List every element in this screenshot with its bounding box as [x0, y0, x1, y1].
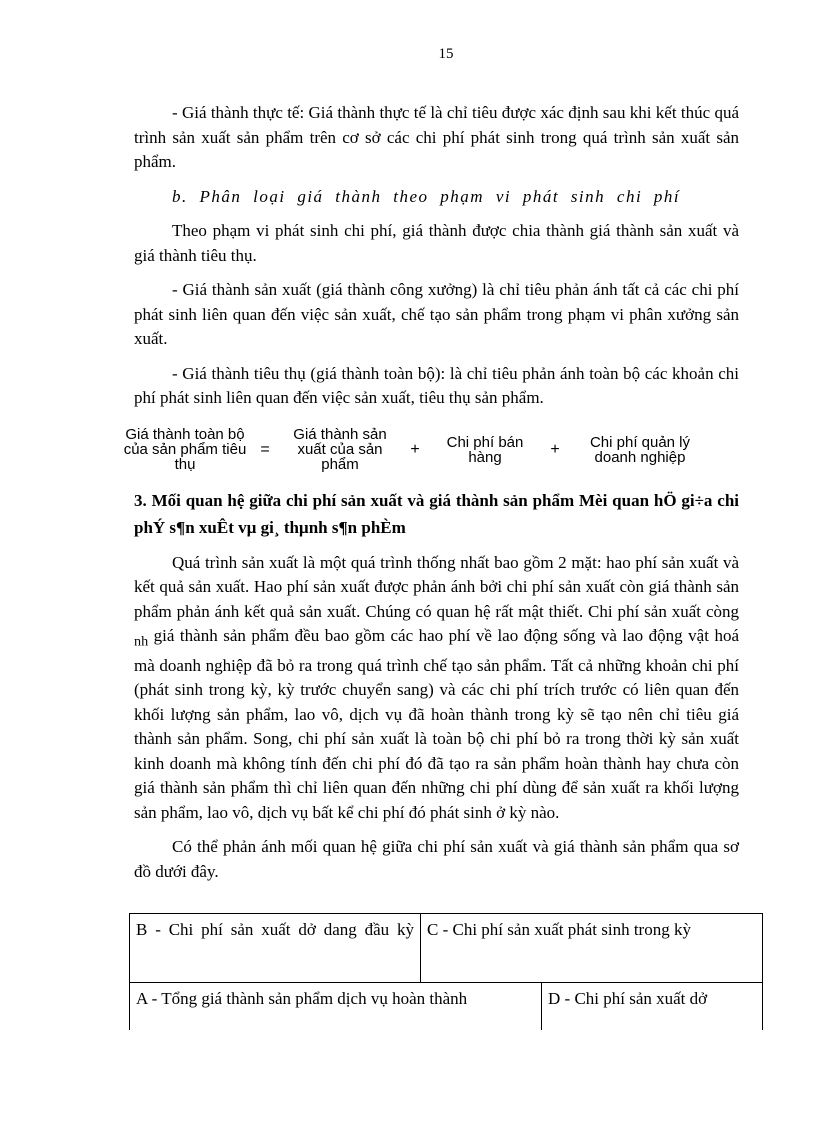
paragraph-production-cost: - Giá thành sản xuất (giá thành công xưởng) là chỉ tiêu phản ánh tất cả các chi phí phát sinh liên quan đến việc sản xuất, chế tạo sản phẩm trong phạm vi phân xưởng sản xuất.: [134, 280, 739, 348]
cost-diagram: [129, 913, 763, 1030]
paragraph-relationship: [134, 551, 739, 826]
subheading-b: b. Phân loại giá thành theo phạm vi phát sinh chi phí: [172, 186, 681, 206]
diagram-cell-d: D - Chi phí sản xuất dở: [541, 982, 763, 1030]
paragraph-text: Quá trình sản xuất là một quá trình thống nhất bao gồm 2 mặt: hao phí sản xuất và kết quả sản xuất. Hao phí sản xuất được phản ánh bởi chi phí sản xuất còn giá thành sản phẩm phản ánh kết quả sản xuất. Chúng có quan hệ rất mật thiết. Chi phí sản xuất còng: [134, 552, 739, 621]
document-body: [123, 101, 739, 884]
paragraph-total-cost: - Giá thành tiêu thụ (giá thành toàn bộ): là chỉ tiêu phản ánh toàn bộ các khoản chi phí phát sinh liên quan đến việc sản xuất, tiêu thụ sản phẩm.: [134, 363, 739, 407]
cost-formula: [123, 421, 739, 479]
section-heading: 3. Mối quan hệ giữa chi phí sản xuất và giá thành sản phẩm Mèi quan hÖ gi÷a chi phÝ s¶n xuÊt vµ gi¸ thµnh s¶n phÈm: [134, 490, 739, 537]
diagram-cell-b: B - Chi phí sản xuất dở dang đầu kỳ: [129, 913, 421, 983]
diagram-cell-a: A - Tổng giá thành sản phẩm dịch vụ hoàn thành: [129, 982, 542, 1030]
subscript-text: nh: [134, 633, 149, 650]
paragraph-text: giá thành sản phẩm đều bao gồm các hao phí về lao động sống và lao động vật hoá mà doanh nghiệp đã bỏ ra trong quá trình chế tạo sản phẩm. Tất cả những khoản chi phí (phát sinh trong kỳ, kỳ trước chuyển sang) và các chi phí trích trước có liên quan đến khối lượng sản phẩm, lao vô, dịch vụ đã hoàn thành trong kỳ sẽ tạo nên chỉ tiêu giá thành sản phẩm. Song, chi phí sản xuất là toàn bộ chi phí bỏ ra trong thời kỳ sản xuất kinh doanh mà không tính đến chi phí đó đã tạo ra sản phẩm hoàn thành hay chưa còn giá thành sản phẩm thì chỉ liên quan đến những chi phí dùng để sản xuất ra khối lượng sản phẩm, lao vô, dịch vụ bất kể chi phí đó phát sinh ở kỳ nào.: [134, 626, 739, 822]
formula-plus: +: [550, 440, 560, 458]
formula-term-production-cost: Giá thành sản xuất của sản phẩm: [293, 426, 387, 473]
formula-equals: =: [260, 440, 270, 458]
paragraph-actual-cost: - Giá thành thực tế: Giá thành thực tế là chỉ tiêu được xác định sau khi kết thúc quá trình sản xuất sản phẩm trên cơ sở các chi phí phát sinh trong quá trình sản xuất sản phẩm.: [134, 103, 739, 171]
formula-term-admin-cost: Chi phí quản lý doanh nghiệp: [589, 433, 691, 466]
formula-term-total-cost: Giá thành toàn bộ của sản phẩm tiêu thụ: [123, 426, 247, 473]
page-number: 15: [438, 46, 454, 62]
paragraph-classification: Theo phạm vi phát sinh chi phí, giá thành được chia thành giá thành sản xuất và giá thành tiêu thụ.: [134, 221, 739, 265]
formula-plus: +: [410, 440, 420, 458]
diagram-cell-c: C - Chi phí sản xuất phát sinh trong kỳ: [420, 913, 763, 983]
formula-term-selling-cost: Chi phí bán hàng: [446, 433, 524, 466]
paragraph-diagram-intro: Có thể phản ánh mối quan hệ giữa chi phí sản xuất và giá thành sản phẩm qua sơ đồ dưới đây.: [134, 837, 739, 881]
